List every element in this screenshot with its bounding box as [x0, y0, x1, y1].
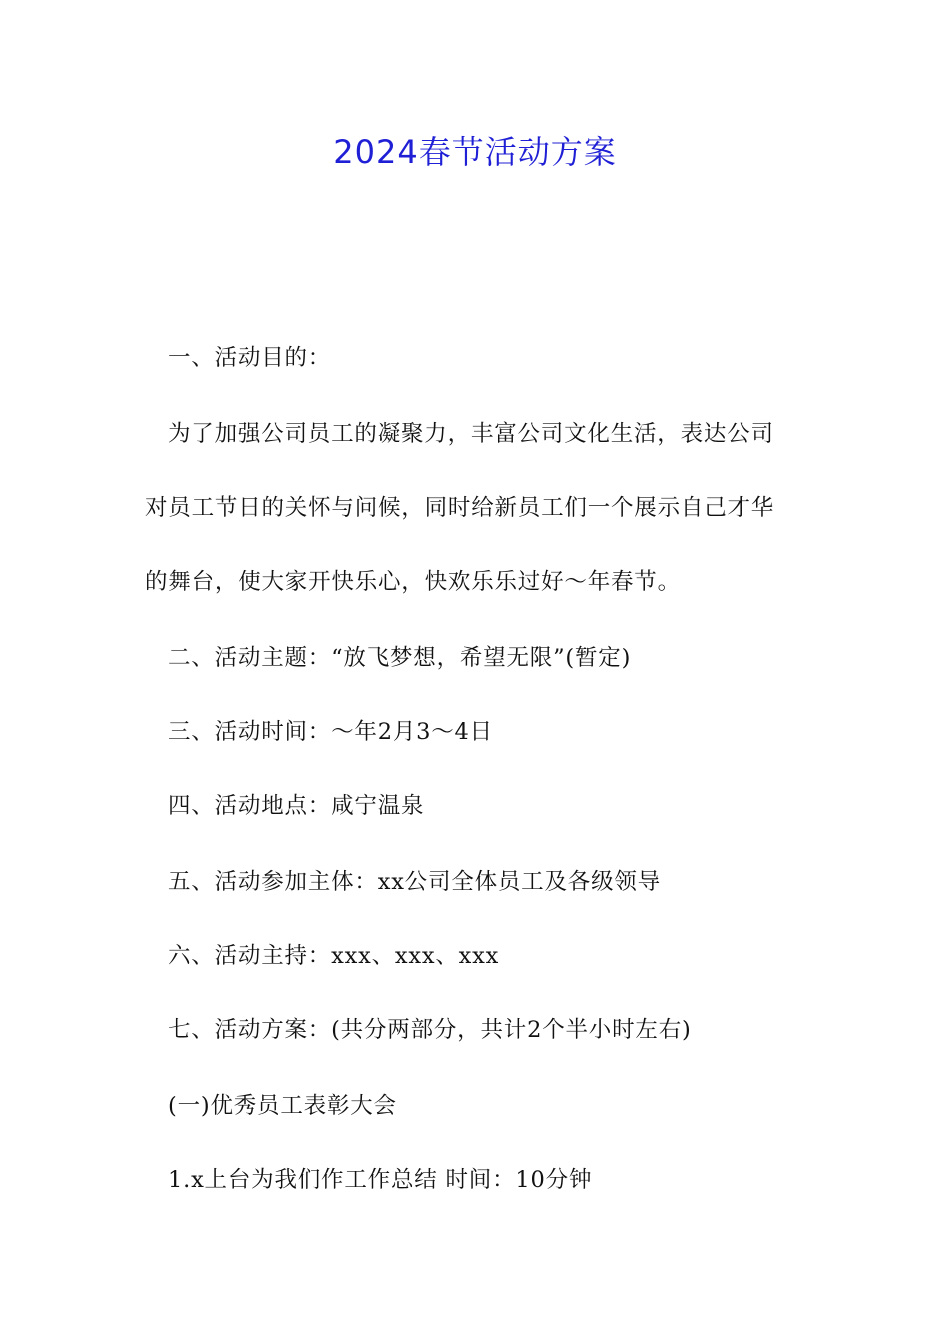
section-heading-purpose: 一、活动目的：	[168, 345, 332, 371]
list-item: 1.x上台为我们作工作总结 时间：10分钟	[168, 1167, 593, 1193]
section-heading-time: 三、活动时间：～年2月3～4日	[168, 719, 493, 745]
section-heading-plan: 七、活动方案：(共分两部分，共计2个半小时左右)	[168, 1017, 692, 1043]
subsection-heading: (一)优秀员工表彰大会	[168, 1093, 397, 1119]
document-title: 2024春节活动方案	[333, 133, 617, 171]
section-heading-participants: 五、活动参加主体：xx公司全体员工及各级领导	[168, 869, 661, 895]
section-heading-theme: 二、活动主题：“放飞梦想，希望无限”(暂定)	[168, 645, 632, 671]
section-heading-location: 四、活动地点：咸宁温泉	[168, 793, 425, 819]
section-heading-hosts: 六、活动主持：xxx、xxx、xxx	[168, 943, 500, 969]
paragraph-line: 的舞台，使大家开快乐心，快欢乐乐过好～年春节。	[145, 569, 681, 595]
paragraph-line: 为了加强公司员工的凝聚力，丰富公司文化生活，表达公司	[168, 421, 774, 447]
paragraph-line: 对员工节日的关怀与问候，同时给新员工们一个展示自己才华	[145, 495, 775, 521]
